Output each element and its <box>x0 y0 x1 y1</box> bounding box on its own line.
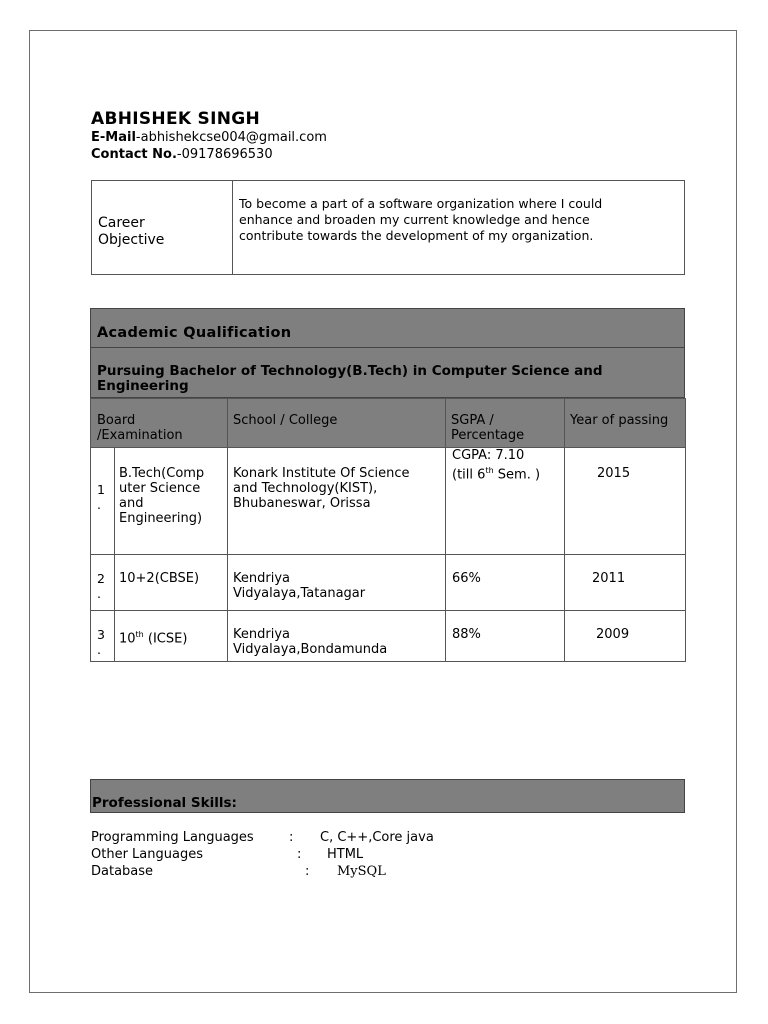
contact-label: Contact No. <box>91 147 177 162</box>
career-objective-label: Career Objective <box>92 181 233 274</box>
contact-value: -09178696530 <box>176 147 273 162</box>
career-objective-text: To become a part of a software organization where I could enhance and broaden my current knowledge and hence contribute towards the development of my organization. <box>239 196 603 243</box>
col-board: Board /Examination <box>91 399 228 448</box>
col-sgpa: SGPA / Percentage <box>446 399 565 448</box>
academic-section <box>90 308 685 662</box>
skills-title: Professional Skills: <box>90 779 685 813</box>
table-row: 1 . B.Tech(Comp uter Science and Engineering) Konark Institute Of Science and Technology(KIST), Bhubaneswar, Orissa CGPA: 7.10 (till 6th Sem. ) 2015 <box>91 448 686 555</box>
col-year: Year of passing <box>565 399 686 448</box>
col-school: School / College <box>228 399 446 448</box>
email-label: E-Mail <box>91 130 136 145</box>
email-line <box>91 130 327 145</box>
table-row: 3 . 10th (ICSE) Kendriya Vidyalaya,Bondamunda 88% 2009 <box>91 611 686 662</box>
email-value: -abhishekcse004@gmail.com <box>135 130 327 145</box>
contact-line <box>91 147 273 162</box>
career-objective-box <box>91 180 685 275</box>
academic-table <box>90 398 686 662</box>
candidate-name: ABHISHEK SINGH <box>91 109 261 129</box>
table-row: 2 . 10+2(CBSE) Kendriya Vidyalaya,Tatanagar 66% 2011 <box>91 555 686 611</box>
academic-subtitle: Pursuing Bachelor of Technology(B.Tech) in Computer Science and Engineering <box>90 348 685 398</box>
academic-title: Academic Qualification <box>90 308 685 348</box>
table-header-row <box>91 399 686 448</box>
